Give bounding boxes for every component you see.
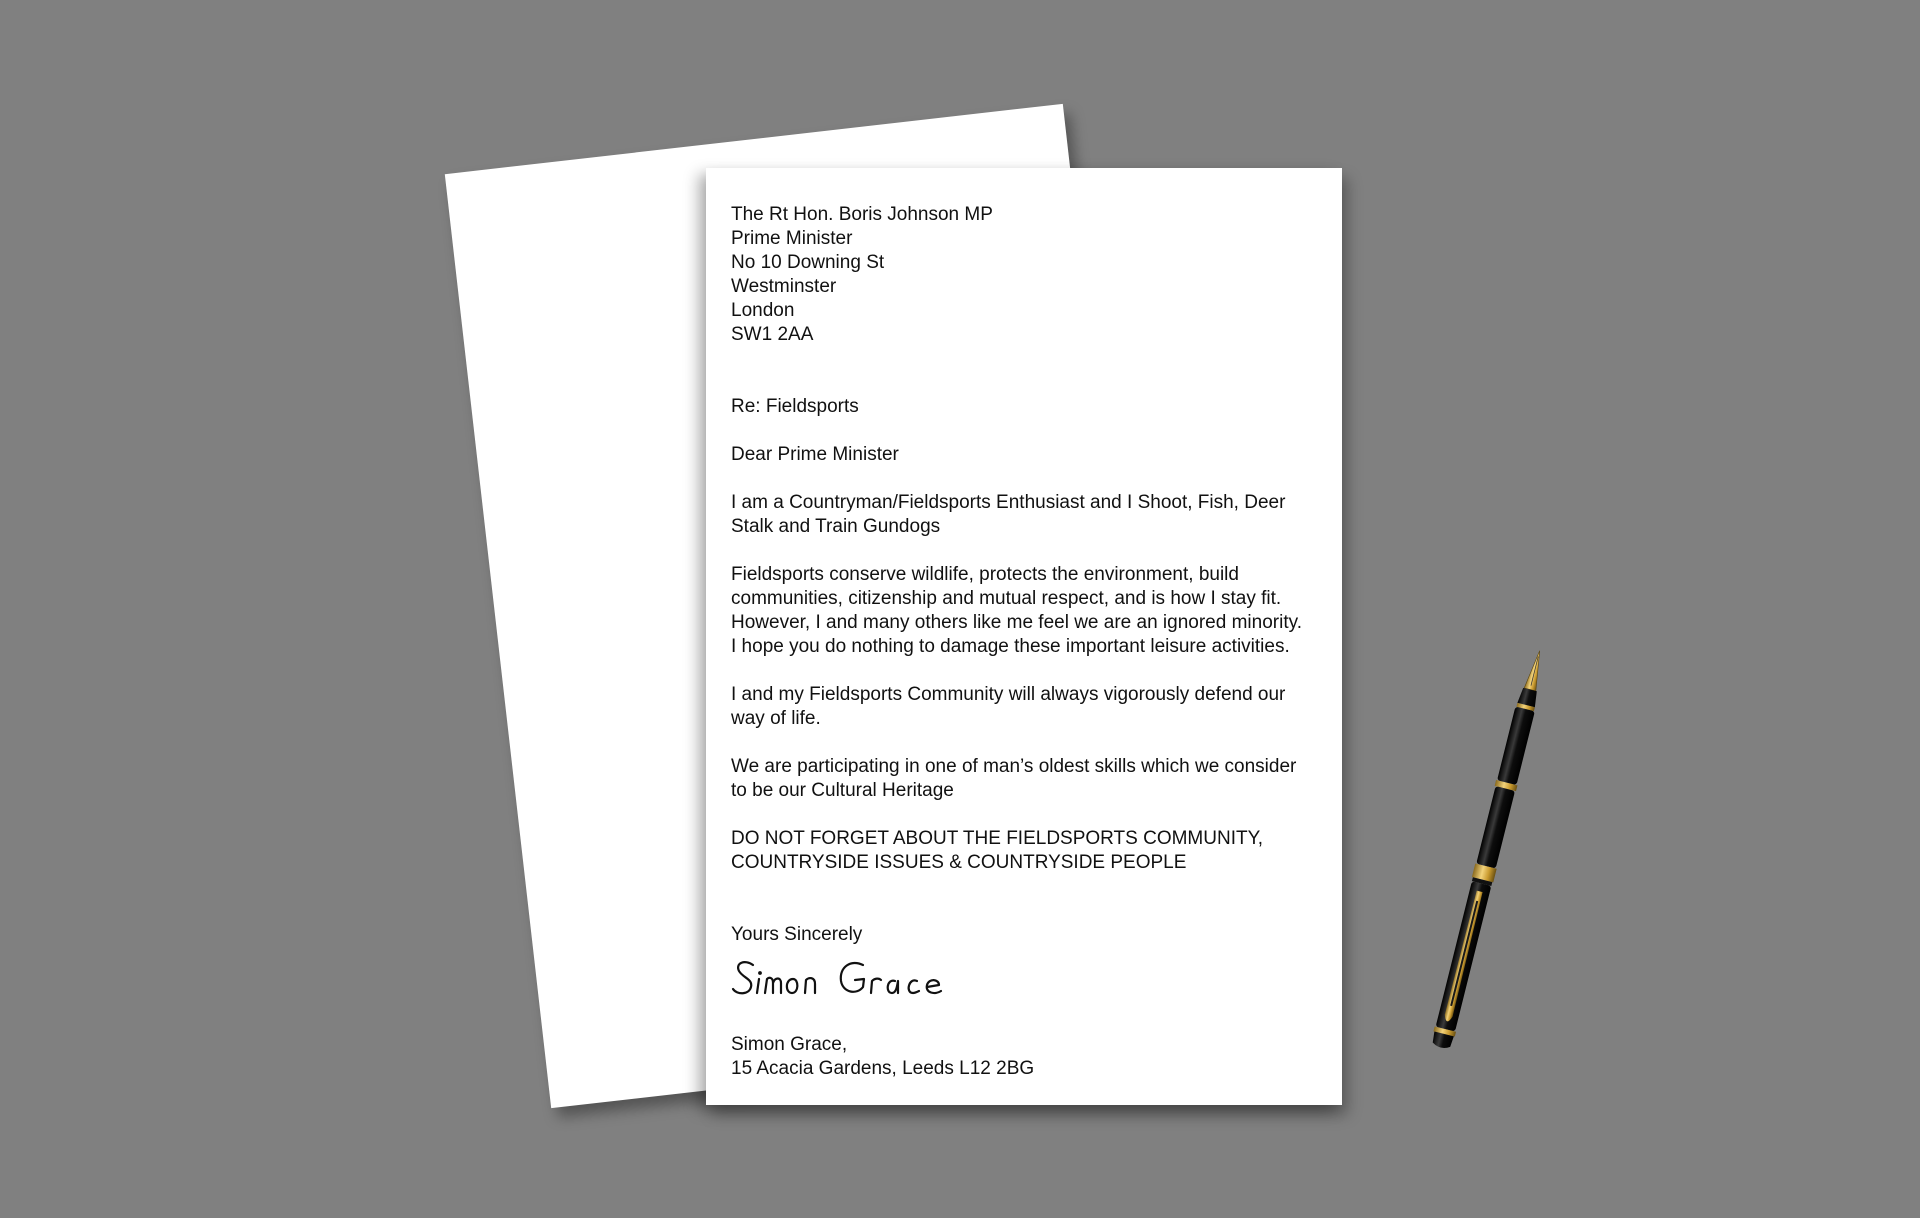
fountain-pen-icon: [1465, 640, 1505, 1100]
letter-paragraph: I am a Countryman/Fieldsports Enthusiast and I Shoot, Fish, Deer Stalk and Train Gundogs: [731, 492, 1286, 537]
closing: Yours Sincerely: [731, 924, 863, 945]
recipient-line: Prime Minister: [731, 228, 853, 249]
letter-paragraph: I and my Fieldsports Community will always vigorously defend our way of life.: [731, 684, 1286, 729]
recipient-line: SW1 2AA: [731, 324, 814, 345]
sender-name: Simon Grace,: [731, 1034, 848, 1055]
recipient-line: London: [731, 300, 795, 321]
salutation: Dear Prime Minister: [731, 444, 899, 465]
sender-address: 15 Acacia Gardens, Leeds L12 2BG: [731, 1058, 1035, 1079]
recipient-line: No 10 Downing St: [731, 252, 885, 273]
recipient-line: Westminster: [731, 276, 837, 297]
letter-body: [731, 203, 1331, 1081]
recipient-address: [731, 203, 1331, 347]
letter-paragraph: DO NOT FORGET ABOUT THE FIELDSPORTS COMMUNITY, COUNTRYSIDE ISSUES & COUNTRYSIDE PEOPLE: [731, 828, 1264, 873]
recipient-line: The Rt Hon. Boris Johnson MP: [731, 204, 993, 225]
letter-paragraph: We are participating in one of man’s oldest skills which we consider to be our Cultural Heritage: [731, 756, 1297, 801]
subject-line: Re: Fieldsports: [731, 396, 859, 417]
letter-page: [706, 168, 1342, 1105]
handwritten-signature: [731, 951, 991, 1009]
letter-paragraph: Fieldsports conserve wildlife, protects the environment, build communities, citizenship and mutual respect, and is how I stay fit. However, I and many others like me feel we are an ignored minority. I hope you do nothing to damage these important leisure activities.: [731, 564, 1302, 657]
